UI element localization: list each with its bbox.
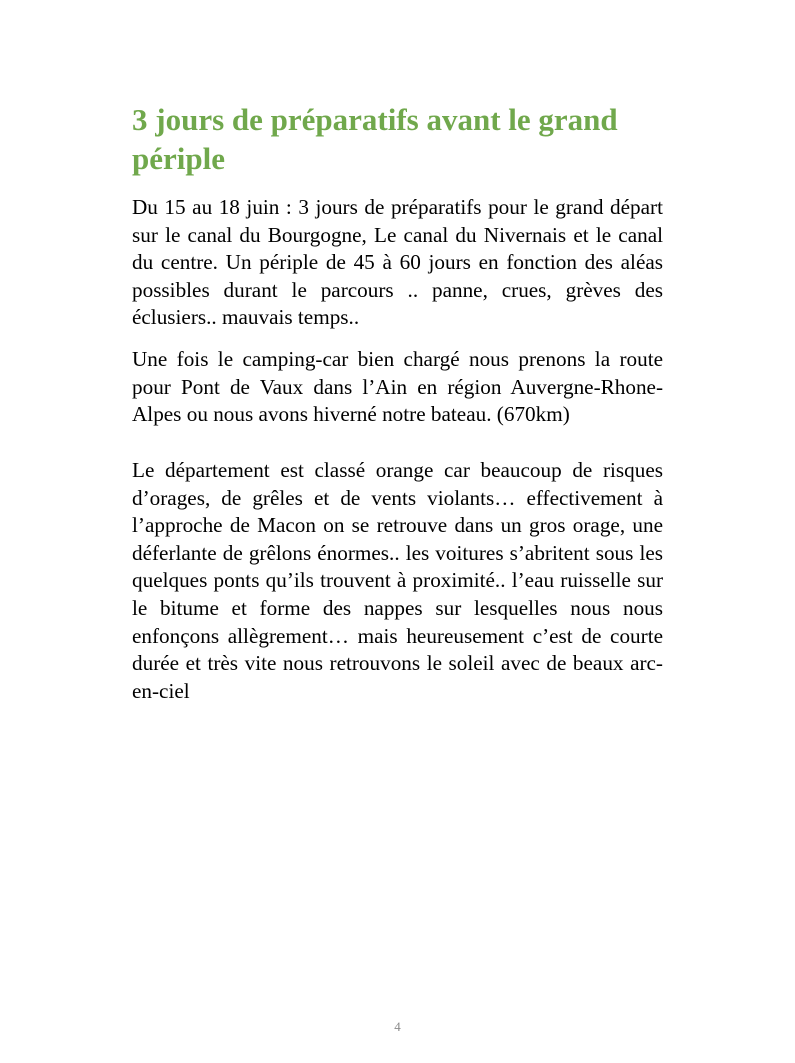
paragraph-preparations: Du 15 au 18 juin : 3 jours de préparatifs pour le grand départ sur le canal du Bourgogne, Le canal du Nivernais et le canal du centre. Un périple de 45 à 60 jours en fonction des aléas possibles durant le parcours .. panne, crues, grèves des éclusiers.. mauvais temps..	[132, 195, 663, 330]
page-title: 3 jours de préparatifs avant le grand périple	[132, 102, 618, 176]
paragraph-departure: Une fois le camping-car bien chargé nous prenons la route pour Pont de Vaux dans l’Ain en région Auvergne-Rhone-Alpes ou nous avons hiverné notre bateau. (670km)	[132, 347, 663, 427]
paragraph-storm: Le département est classé orange car beaucoup de risques d’orages, de grêles et de vents violants… effectivement à l’approche de Macon on se retrouve dans un gros orage, une déferlante de grêlons énormes.. les voitures s’abritent sous les quelques ponts qu’ils trouvent à proximité.. l’eau ruisselle sur le bitume et forme des nappes sur lesquelles nous nous enfonçons allègrement… mais heureusement c’est de courte durée et très vite nous retrouvons le soleil avec de beaux arc-en-ciel	[132, 458, 663, 703]
page-number: 4	[394, 1019, 401, 1034]
